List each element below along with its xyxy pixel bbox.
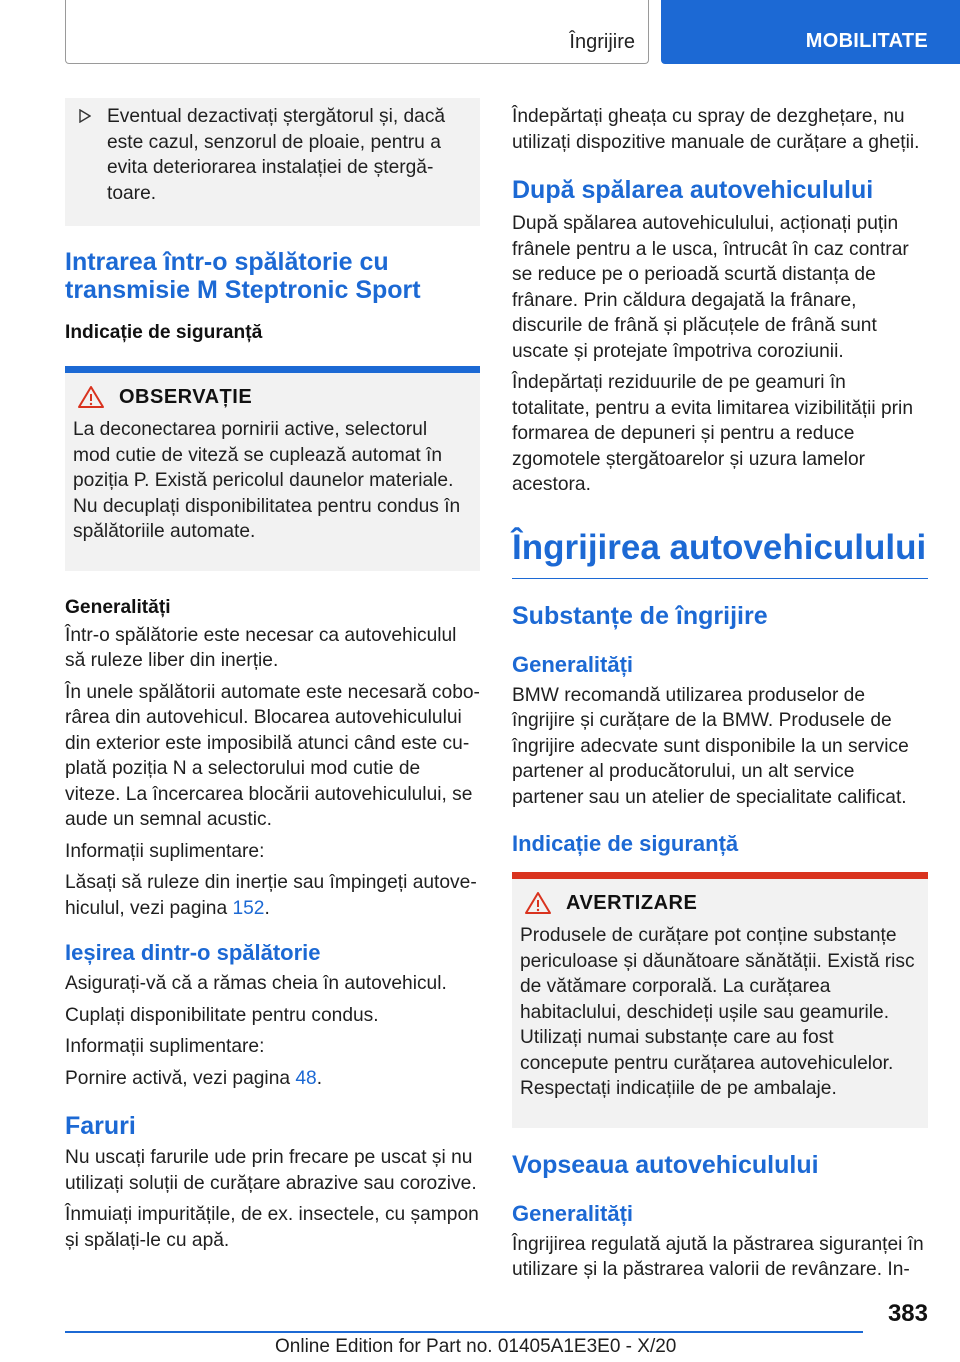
warning-title: AVERTIZARE: [566, 891, 698, 914]
warning-text: Produsele de curățare pot conține substanțe periculoase și dăunătoare sănătății. Există risc de vătămare corporală. La curățarea habitaclului, deschideți ușile sau geamurile. Utilizați numai substanțe care au fost concepute pentru curățarea autovehiculelor. Respectați indicațiile de pe ambalaje.: [520, 925, 915, 1099]
warning-box: [512, 872, 928, 1128]
heading-lights: Faruri: [65, 1112, 136, 1140]
paragraph: Îngrijirea regulată ajută la păstrarea siguranței în utilizare și la păstrarea valorii de revânzare. In-: [512, 1233, 924, 1280]
paragraph-with-link: [65, 870, 480, 921]
heading-exit: Ieșirea dintr-o spălătorie: [65, 940, 321, 965]
paragraph-end: .: [264, 897, 270, 919]
paragraph: Informații suplimentare:: [65, 840, 265, 862]
paragraph: Informații suplimentare:: [65, 1036, 265, 1057]
header-section-label: Îngrijire: [569, 31, 635, 53]
paragraph: Înmuiați impuritățile, de ex. insectele, cu șampon și spălați-le cu apă.: [65, 1204, 479, 1251]
paragraph-text: Pornire activă, vezi pagina: [65, 1067, 296, 1089]
step-arrow-icon: [79, 109, 91, 123]
paragraph: Îndepărtați gheața cu spray de dezghețare, nu utilizați dispozitive manuale de curățare a gheții.: [512, 106, 920, 153]
heading-vehicle-care: Îngrijirea autovehiculului: [512, 526, 928, 579]
page-link-48[interactable]: 48: [295, 1067, 317, 1089]
paragraph: Îndepărtați reziduurile de pe geamuri în totalitate, pentru a evita limitarea vizibilității prin formarea de depuneri și pentru a reduce zgomotele ștergătoarelor și uzura lamelor acestora.: [512, 372, 913, 495]
heading-paint: Vopseaua autovehiculului: [512, 1150, 819, 1179]
paragraph-with-link: [65, 1066, 480, 1092]
heading-safety-right: Indicație de siguranță: [512, 831, 739, 856]
heading-general-left: Generalități: [65, 596, 171, 618]
step-box: [65, 98, 480, 226]
page-link-152[interactable]: 152: [232, 897, 265, 919]
heading-general-right: Generalități: [512, 651, 634, 677]
header-chapter-label: MOBILITATE: [805, 30, 928, 52]
warning-triangle-icon: [524, 891, 552, 915]
notice-box: [65, 366, 480, 571]
notice-header: [73, 385, 468, 409]
page-number: 383: [887, 1300, 928, 1327]
paragraph: Într-o spălătorie este necesar ca autovehiculul să ruleze liber din inerție.: [65, 624, 457, 671]
heading-safety-left: Indicație de siguranță: [65, 322, 263, 343]
footer-divider: [65, 1331, 863, 1333]
left-column: [65, 98, 480, 1259]
heading-after-wash: După spălarea autovehiculului: [512, 176, 874, 204]
footer-edition: Online Edition for Part no. 01405A1E3E0 - X/20: [275, 1336, 677, 1357]
heading-carwash: Intrarea într-o spălătorie cu transmisie M Steptronic Sport: [65, 248, 421, 304]
warning-triangle-icon: [77, 385, 105, 409]
paragraph: În unele spălătorii automate este necesară coborârea din autovehicul. Blocarea autovehiculului din exterior este imposibilă atunci când este cuplată poziția N a selectorului mod cutie de viteze. La încercarea blocării autovehiculului, se aude un semnal acustic.: [65, 681, 480, 830]
header-chapter-tab: [661, 0, 960, 64]
paragraph: Asigurați-vă că a rămas cheia în autovehicul.: [65, 973, 447, 994]
paragraph: BMW recomandă utilizarea produselor de îngrijire și curățare de la BMW. Produsele de îngrijire adecvate sunt disponibile la un service partener al producătorului, un alt service partener sau un atelier de specialitate calificat.: [512, 684, 909, 808]
step-text: Eventual dezactivați ștergătorul și, dacă este cazul, senzorul de ploaie, pentru a evita deteriorarea instalației de ștergătoare.: [107, 106, 446, 204]
paragraph-text: Lăsați să ruleze din inerție sau împingeți autovehiculul, vezi pagina: [65, 872, 477, 919]
header-section-tab: [65, 0, 649, 64]
right-column: [512, 98, 928, 1289]
notice-text: La deconectarea pornirii active, selectorul mod cutie de viteză se cuplează automat în poziția P. Există pericolul daunelor materiale. Nu decuplați disponibilitatea pentru condus în spălătoriile automate.: [73, 419, 461, 542]
warning-header: [520, 891, 916, 915]
paragraph-end: .: [316, 1067, 323, 1089]
notice-title: OBSERVAȚIE: [119, 385, 253, 408]
heading-substances: Substanțe de îngrijire: [512, 601, 768, 630]
paragraph: După spălarea autovehiculului, acționați puțin frânele pentru a le usca, întrucât în caz contrar se reduce pe o perioadă scurtă distanța de frânare. Prin căldura degajată la frânare, discurile de frână și plăcuțele de frână sunt uscate și protejate împotriva coroziunii.: [512, 213, 909, 362]
paragraph: Cuplați disponibilitate pentru condus.: [65, 1004, 379, 1026]
paragraph: Nu uscați farurile ude prin frecare pe uscat și nu utilizați soluții de curățare abrazive sau corozive.: [65, 1147, 477, 1194]
heading-general-paint: Generalități: [512, 1200, 634, 1226]
